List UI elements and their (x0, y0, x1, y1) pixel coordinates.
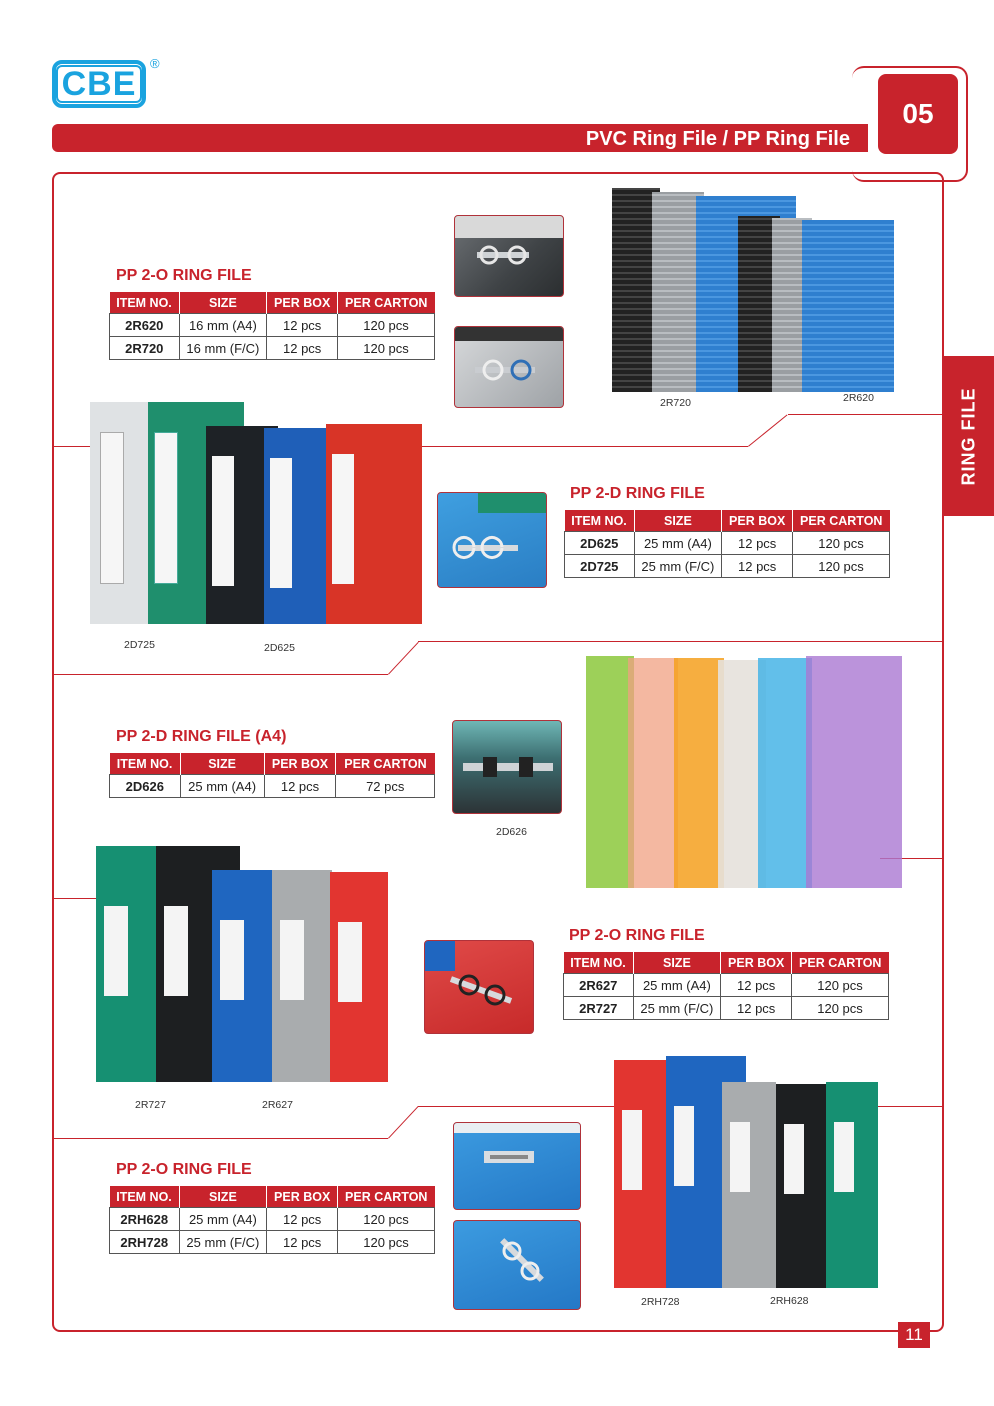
spec-table (563, 952, 889, 1020)
per-box: 12 pcs (264, 775, 336, 798)
ring-mechanism-photo (453, 1220, 581, 1310)
col-header: SIZE (634, 510, 722, 532)
product-photo-2d625 (90, 398, 422, 624)
per-carton: 72 pcs (336, 775, 435, 798)
spec-table (564, 510, 890, 578)
product-caption: 2R727 (135, 1099, 166, 1111)
brand-logo-text: CBE (56, 65, 143, 103)
spec-table (109, 1186, 435, 1254)
registered-mark: ® (150, 56, 160, 71)
ring-mechanism-photo (454, 215, 564, 297)
per-box: 12 pcs (721, 974, 792, 997)
table-row (110, 775, 435, 798)
product-caption: 2R627 (262, 1099, 293, 1111)
size: 25 mm (F/C) (633, 997, 721, 1020)
per-carton: 120 pcs (792, 974, 889, 997)
per-carton: 120 pcs (338, 337, 435, 360)
section-title: PP 2-O RING FILE (116, 267, 252, 284)
col-header: PER CARTON (338, 1186, 435, 1208)
col-header: PER CARTON (792, 952, 889, 974)
col-header: SIZE (179, 292, 267, 314)
divider-line (788, 414, 944, 415)
chapter-number-tab: 05 (878, 74, 958, 154)
col-header: PER BOX (722, 510, 793, 532)
col-header: PER BOX (267, 292, 338, 314)
col-header: PER BOX (264, 753, 336, 775)
size: 25 mm (A4) (634, 532, 722, 555)
col-header: ITEM NO. (564, 952, 634, 974)
product-caption: 2RH728 (641, 1296, 680, 1308)
divider-line (52, 1138, 388, 1139)
product-caption: 2D625 (264, 642, 295, 654)
section-title: PP 2-D RING FILE (570, 485, 705, 502)
section-title: PP 2-O RING FILE (116, 1161, 252, 1178)
size: 25 mm (F/C) (179, 1231, 267, 1254)
per-carton: 120 pcs (793, 555, 890, 578)
size: 16 mm (A4) (179, 314, 267, 337)
table-row (110, 314, 435, 337)
size: 16 mm (F/C) (179, 337, 267, 360)
table-row (564, 997, 889, 1020)
product-caption: 2D725 (124, 639, 155, 651)
product-photo-2d626 (586, 652, 902, 888)
table-row (110, 1231, 435, 1254)
per-carton: 120 pcs (338, 1231, 435, 1254)
item-no: 2R727 (564, 997, 634, 1020)
product-caption: 2R620 (843, 392, 874, 404)
table-row (565, 532, 890, 555)
col-header: ITEM NO. (110, 1186, 180, 1208)
page-number: 11 (898, 1322, 930, 1348)
item-no: 2R620 (110, 314, 180, 337)
product-photo-2r627 (96, 842, 388, 1082)
spec-table (109, 753, 435, 798)
item-no: 2RH728 (110, 1231, 180, 1254)
per-box: 12 pcs (267, 337, 338, 360)
size: 25 mm (A4) (180, 775, 264, 798)
col-header: PER CARTON (338, 292, 435, 314)
table-row (110, 337, 435, 360)
ring-mechanism-photo (437, 492, 547, 588)
item-no: 2D625 (565, 532, 635, 555)
ring-mechanism-photo (424, 940, 534, 1034)
item-no: 2D725 (565, 555, 635, 578)
table-header-row (110, 292, 435, 314)
item-no: 2RH628 (110, 1208, 180, 1231)
product-caption: 2R720 (660, 397, 691, 409)
per-box: 12 pcs (721, 997, 792, 1020)
product-photo-2rh628 (614, 1056, 878, 1288)
spec-table (109, 292, 435, 360)
divider-line (52, 674, 388, 675)
side-category-tab (944, 356, 994, 516)
ring-mechanism-photo (453, 1122, 581, 1210)
col-header: SIZE (180, 753, 264, 775)
page-title: PVC Ring File / PP Ring File (585, 128, 850, 150)
per-box: 12 pcs (267, 1208, 338, 1231)
per-box: 12 pcs (722, 532, 793, 555)
col-header: SIZE (179, 1186, 267, 1208)
product-caption: 2D626 (496, 826, 527, 838)
product-caption: 2RH628 (770, 1295, 809, 1307)
table-row (564, 974, 889, 997)
table-header-row (565, 510, 890, 532)
table-row (565, 555, 890, 578)
item-no: 2R627 (564, 974, 634, 997)
ring-mechanism-photo (454, 326, 564, 408)
size: 25 mm (A4) (633, 974, 721, 997)
per-carton: 120 pcs (793, 532, 890, 555)
side-tab-label: RING FILE (958, 387, 979, 485)
col-header: PER CARTON (336, 753, 435, 775)
col-header: ITEM NO. (565, 510, 635, 532)
table-row (110, 1208, 435, 1231)
col-header: SIZE (633, 952, 721, 974)
product-photo-2r620 (612, 188, 896, 392)
ring-mechanism-photo (452, 720, 562, 814)
item-no: 2R720 (110, 337, 180, 360)
col-header: PER CARTON (793, 510, 890, 532)
col-header: PER BOX (721, 952, 792, 974)
size: 25 mm (A4) (179, 1208, 267, 1231)
per-box: 12 pcs (267, 314, 338, 337)
per-carton: 120 pcs (338, 314, 435, 337)
col-header: ITEM NO. (110, 292, 180, 314)
divider-line (418, 641, 944, 642)
per-carton: 120 pcs (792, 997, 889, 1020)
col-header: PER BOX (267, 1186, 338, 1208)
table-header-row (564, 952, 889, 974)
section-title: PP 2-D RING FILE (A4) (116, 728, 287, 745)
col-header: ITEM NO. (110, 753, 181, 775)
per-carton: 120 pcs (338, 1208, 435, 1231)
table-header-row (110, 1186, 435, 1208)
size: 25 mm (F/C) (634, 555, 722, 578)
per-box: 12 pcs (267, 1231, 338, 1254)
section-title: PP 2-O RING FILE (569, 927, 705, 944)
brand-logo (52, 60, 146, 108)
item-no: 2D626 (110, 775, 181, 798)
per-box: 12 pcs (722, 555, 793, 578)
table-header-row (110, 753, 435, 775)
